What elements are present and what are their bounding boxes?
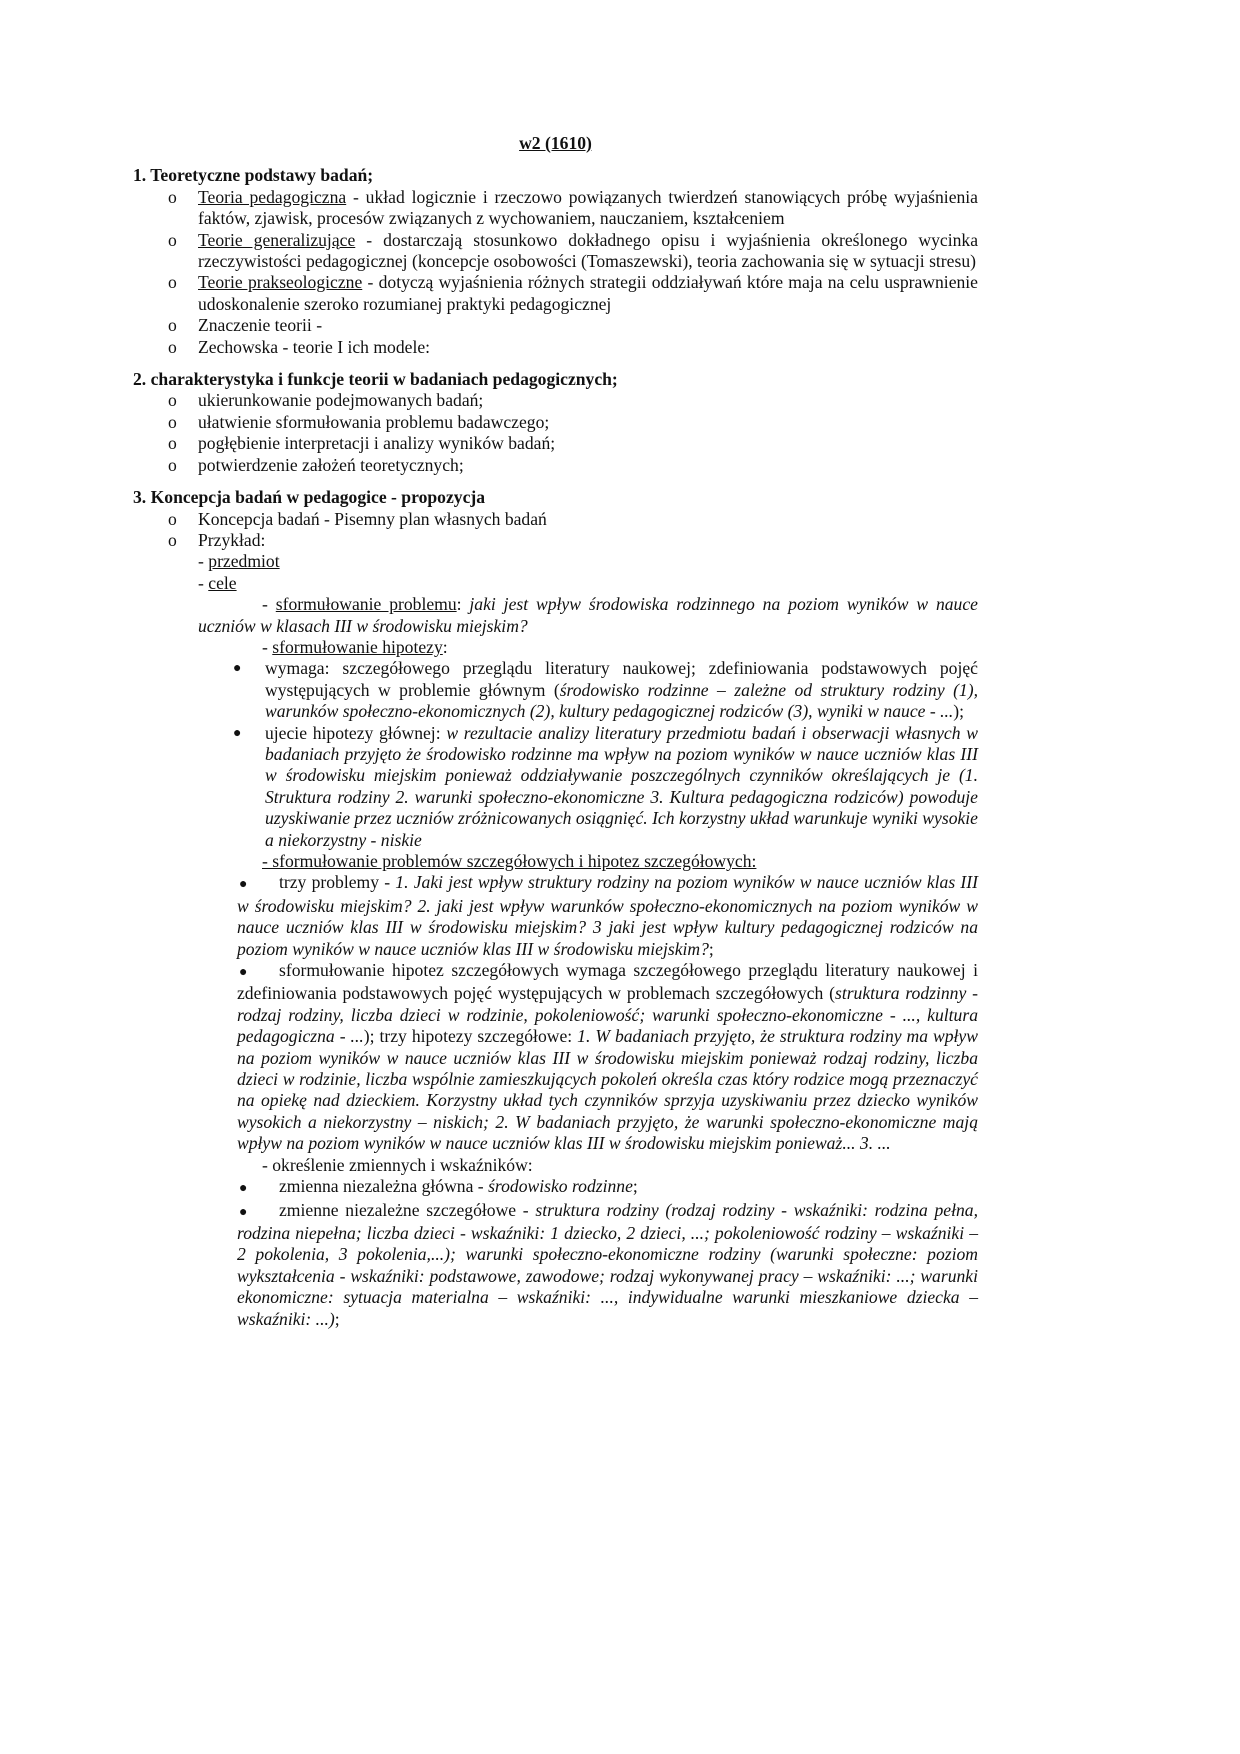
bullet-circle-icon: o	[168, 454, 177, 475]
text-run: );	[953, 701, 965, 722]
text-run: wymaga: szczegółowego przeglądu literatury naukowej; zdefiniowania podstawowych pojęć występujących w problemie głównym (	[265, 658, 978, 700]
list-item	[133, 187, 978, 230]
text-run: Teoria pedagogiczna	[198, 186, 347, 207]
list-item	[133, 1200, 978, 1330]
text-run: -	[262, 636, 273, 657]
text-run: potwierdzenie założeń teoretycznych;	[198, 454, 464, 475]
list-item	[133, 390, 978, 411]
text-run: -	[262, 594, 276, 615]
text-run: sformułowanie hipotezy	[272, 636, 443, 657]
bullet-dot-icon: ●	[239, 1181, 248, 1197]
text-run: sformułowanie hipotez szczegółowych wymaga szczegółowego przeglądu literatury naukowej i zdefiniowania podstawowych pojęć występujących w problemach szczegółowych (	[237, 960, 978, 1004]
text-run: - określenie zmiennych i wskaźników:	[262, 1154, 533, 1175]
text-run: - sformułowanie problemów szczegółowych i hipotez szczegółowych:	[262, 851, 757, 871]
bullet-circle-icon: o	[168, 272, 177, 293]
bullet-dot-icon: ●	[239, 965, 248, 981]
text-run: Teorie prakseologiczne	[198, 272, 363, 293]
list-item	[133, 637, 978, 658]
bullet-circle-icon: o	[168, 390, 177, 411]
list-item	[133, 412, 978, 433]
document-title: w2 (1610)	[519, 133, 592, 153]
text-run: - dotyczą wyjaśnienia różnych strategii oddziaływań które maja na celu usprawnienie udoskonalenie szeroko rozumianej praktyki pedagogicznej	[198, 272, 978, 314]
text-run: w rezultacie analizy literatury przedmiotu badań i obserwacji własnych w badaniach przyjęto że środowisko rodzinne ma wpływ na poziom wyników w nauce uczniów klas III w środowisku miejskim ponieważ oddziaływanie poszczególnych czynników określających je (1. Struktura rodziny 2. warunki społeczno-ekonomiczne 3. Kultura pedagogiczna rodziców) powoduje uzyskiwanie przez uczniów zróżnicowanych osiągnięć. Ich korzystny układ warunkuje wyniki wysokie a niekorzystny - niskie	[265, 722, 978, 850]
text-run: zmienne niezależne szczegółowe -	[279, 1199, 536, 1220]
bullet-circle-icon: o	[168, 336, 177, 357]
bullet-circle-icon: o	[168, 229, 177, 250]
bullet-dot-icon: ●	[233, 725, 242, 741]
text-run: Koncepcja badań - Pisemny plan własnych badań	[198, 508, 547, 529]
list-item	[133, 272, 978, 315]
list-item	[133, 337, 978, 358]
text-run: 1. Teoretyczne podstawy badań;	[133, 165, 374, 186]
list-item	[133, 960, 978, 1155]
list-item	[133, 530, 978, 551]
text-run: struktura rodzinny - rodzaj rodziny, liczba dzieci w rodzinie, pokoleniowość; warunki społeczno-ekonomiczne - ..., kultura pedagogiczna - ...	[237, 983, 978, 1047]
text-run: :	[442, 636, 448, 657]
bullet-dot-icon: ●	[239, 877, 248, 893]
bullet-circle-icon: o	[168, 508, 177, 529]
list-item	[133, 723, 978, 851]
document-body	[133, 165, 978, 1330]
text-run: pogłębienie interpretacji i analizy wyników badań;	[198, 433, 556, 454]
section-heading	[133, 487, 978, 508]
list-item	[133, 1176, 978, 1199]
text-run: Znaczenie teorii -	[198, 315, 323, 336]
bullet-circle-icon: o	[168, 315, 177, 336]
text-run: 3. Koncepcja badań w pedagogice - propozycja	[133, 487, 486, 508]
text-run: jaki jest wpływ środowiska rodzinnego na poziom wyników w nauce uczniów w klasach III w środowisku miejskim?	[198, 594, 978, 636]
text-run: sformułowanie problemu	[275, 594, 457, 615]
list-item	[133, 315, 978, 336]
list-item	[133, 433, 978, 454]
list-item	[133, 594, 978, 637]
section-heading	[133, 369, 978, 390]
text-run: ); trzy hipotezy szczegółowe:	[363, 1026, 578, 1047]
text-run: 2. charakterystyka i funkcje teorii w badaniach pedagogicznych;	[133, 369, 618, 390]
list-item	[133, 551, 978, 572]
text-run: -	[198, 551, 209, 572]
text-run: Teorie generalizujące	[198, 229, 356, 250]
list-item	[133, 509, 978, 530]
document-page	[133, 133, 978, 1330]
text-run: ujecie hipotezy głównej:	[265, 722, 447, 743]
text-run: ;	[708, 938, 714, 959]
text-run: ukierunkowanie podejmowanych badań;	[198, 390, 484, 411]
text-run: ;	[334, 1308, 340, 1329]
text-run: 1. Jaki jest wpływ struktury rodziny na poziom wyników w nauce uczniów klas III w środowisku miejskim? 2. jaki jest wpływ warunków społeczno-ekonomicznych na poziom wyników w nauce uczniów klas III w środowisku miejskim? 3 jaki jest wpływ kultury pedagogicznej rodziców na poziom wyników w nauce uczniów klas III w środowisku miejskim?	[237, 872, 978, 959]
list-item	[133, 1155, 978, 1176]
text-run: Zechowska - teorie I ich modele:	[198, 336, 431, 357]
text-run: środowisko rodzinne – zależne od struktury rodziny (1), warunków społeczno-ekonomicznych (2), kultury pedagogicznej rodziców (3), wyniki w nauce - ...	[265, 679, 978, 722]
bullet-circle-icon: o	[168, 411, 177, 432]
text-run: zmienna niezależna główna -	[279, 1176, 489, 1197]
text-run: przedmiot	[208, 551, 280, 572]
bullet-circle-icon: o	[168, 186, 177, 207]
list-item	[133, 230, 978, 273]
text-run: ułatwienie sformułowania problemu badawczego;	[198, 411, 550, 432]
text-run: struktura rodziny (rodzaj rodziny - wskaźniki: rodzina pełna, rodzina niepełna; liczba dzieci - wskaźniki: 1 dziecko, 2 dzieci, ...; pokoleniowość rodziny – wskaźniki – 2 pokolenia, 3 pokolenia,...); warunki społeczno-ekonomiczne rodziny (warunki społeczne: poziom wykształcenia - wskaźniki: podstawowe, zawodowe; rodzaj wykonywanej pracy – wskaźniki: ...; warunki ekonomiczne: sytuacja materialna – wskaźniki: ..., indywidualne warunki mieszkaniowe dziecka – wskaźniki: ...)	[237, 1199, 978, 1329]
subsection-line	[133, 851, 978, 872]
text-run: ;	[632, 1176, 638, 1197]
text-run: środowisko rodzinne	[488, 1176, 633, 1197]
section-heading	[133, 165, 978, 186]
bullet-dot-icon: ●	[239, 1204, 248, 1220]
list-item	[133, 872, 978, 960]
text-run: - dostarczają stosunkowo dokładnego opisu i wyjaśnienia określonego wycinka rzeczywistości pedagogicznej (koncepcje osobowości (Tomaszewski), teoria zachowania się w sytuacji stresu)	[198, 229, 978, 272]
text-run: 1. W badaniach przyjęto, że struktura rodziny ma wpływ na poziom wyników w nauce uczniów klas III w środowisku miejskim ponieważ rodzaj rodziny, liczba dzieci w rodzinie, liczba wspólnie zamieszkujących pokoleń określa czas który rodzice mogą przeznaczyć na opiekę nad dzieckiem. Korzystny układ tych czynników sprzyja uzyskiwaniu przez dziecko wyników wysokich a niekorzystny – niskich; 2. W badaniach przyjęto, że warunki społeczno-ekonomiczne mają wpływ na poziom wyników w nauce uczniów klas III w środowisku miejskim ponieważ... 3. ...	[237, 1026, 978, 1154]
text-run: -	[198, 572, 209, 593]
bullet-dot-icon: ●	[233, 661, 242, 677]
list-item	[133, 455, 978, 476]
list-item	[133, 658, 978, 722]
text-run: - układ logicznie i rzeczowo powiązanych twierdzeń stanowiących próbę wyjaśnienia faktów, zjawisk, procesów związanych z wychowaniem, nauczaniem, kształceniem	[198, 186, 978, 229]
text-run: trzy problemy -	[279, 872, 396, 893]
list-item	[133, 573, 978, 594]
text-run: Przykład:	[198, 529, 266, 550]
text-run: :	[456, 594, 470, 615]
bullet-circle-icon: o	[168, 433, 177, 454]
text-run: cele	[208, 572, 237, 593]
bullet-circle-icon: o	[168, 529, 177, 550]
